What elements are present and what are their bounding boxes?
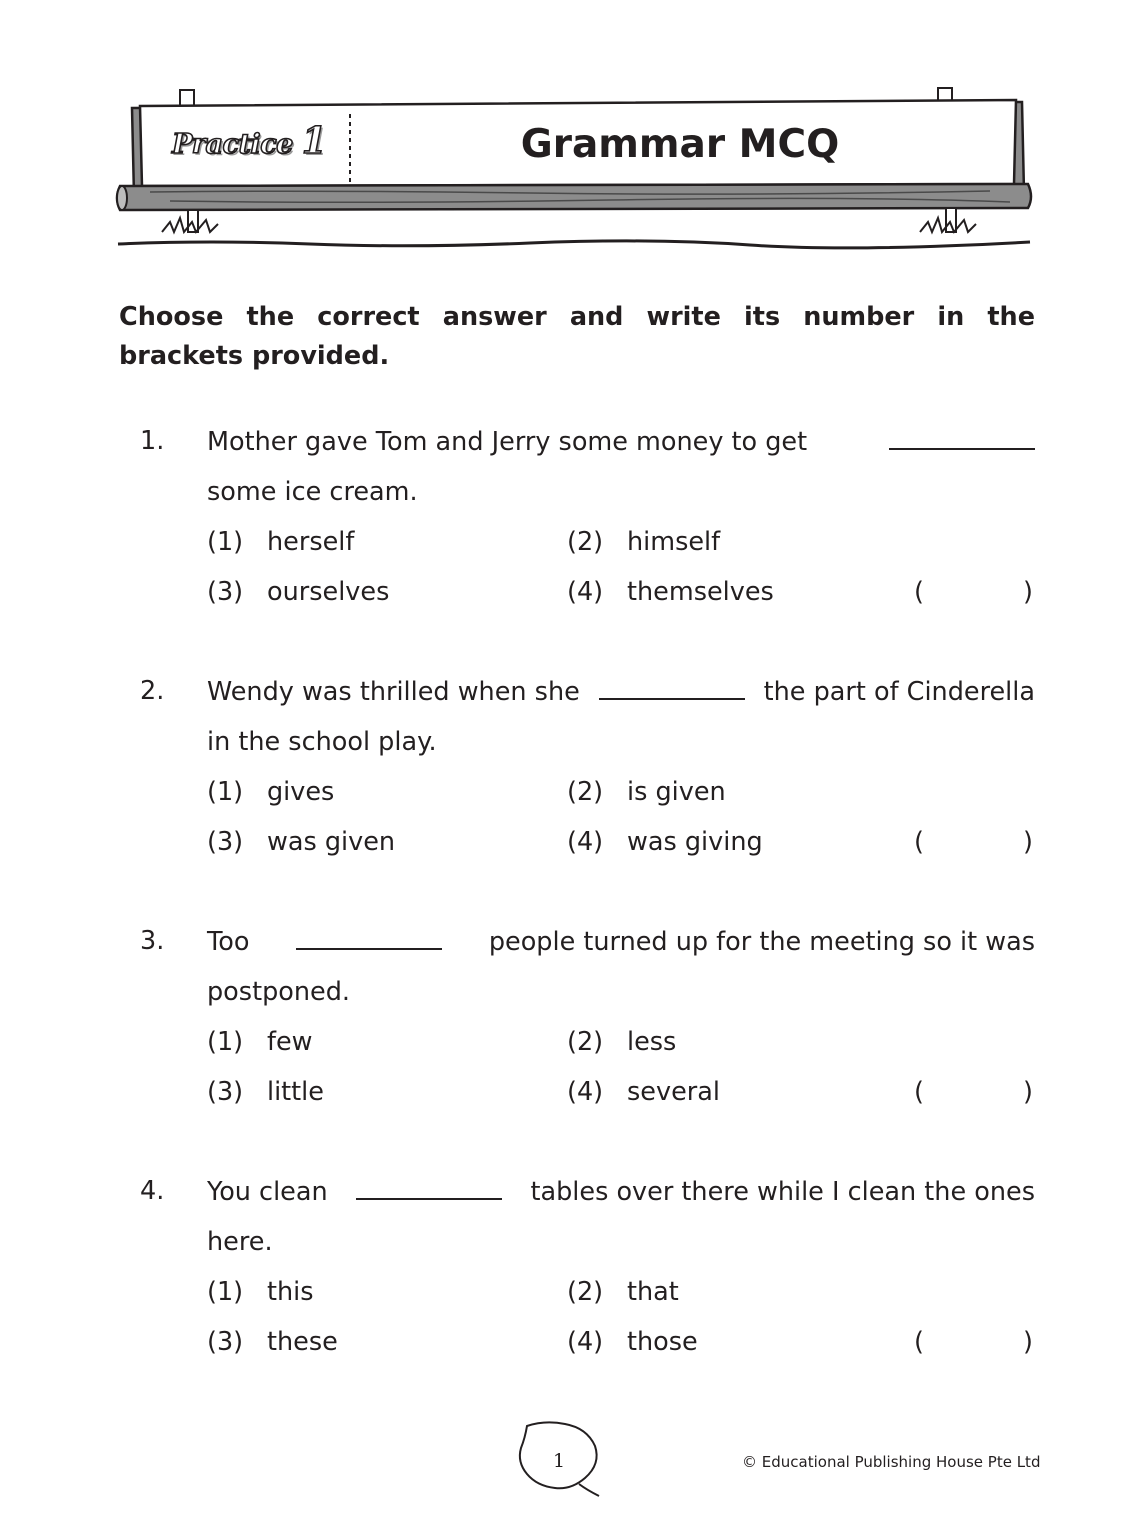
question-text: Wendy was thrilled when she — [207, 677, 580, 707]
answer-bracket-open[interactable]: ( — [914, 827, 924, 857]
copyright-text: © Educational Publishing House Pte Ltd — [742, 1453, 1041, 1471]
question-number: 2. — [140, 676, 165, 706]
answer-blank — [356, 1176, 502, 1200]
option-number: (1) — [207, 777, 244, 807]
question-number: 3. — [140, 926, 165, 956]
option-text: gives — [267, 777, 335, 807]
question-text: people turned up for the meeting so it was — [488, 927, 1035, 957]
option-1 — [207, 777, 334, 807]
answer-bracket-close[interactable]: ) — [1023, 577, 1033, 607]
question-text: some ice cream. — [207, 477, 418, 507]
question-text: in the school play. — [207, 727, 437, 757]
answer-bracket-close[interactable]: ) — [1023, 1077, 1033, 1107]
option-text: is given — [627, 777, 726, 807]
practice-label-text: Practice — [172, 129, 293, 160]
option-1 — [207, 1277, 314, 1307]
option-4 — [567, 577, 774, 607]
option-number: (4) — [567, 577, 604, 607]
option-number: (3) — [207, 827, 244, 857]
option-number: (2) — [567, 1027, 604, 1057]
option-number: (4) — [567, 827, 604, 857]
question-number: 4. — [140, 1176, 165, 1206]
question-text-line-2 — [207, 1227, 1035, 1257]
option-1 — [207, 527, 354, 557]
page-title: Grammar MCQ — [520, 122, 840, 167]
option-number: (1) — [207, 1027, 244, 1057]
option-text: several — [627, 1077, 720, 1107]
option-text: less — [627, 1027, 677, 1057]
option-text: these — [267, 1327, 338, 1357]
option-number: (1) — [207, 527, 244, 557]
option-number: (3) — [207, 577, 244, 607]
option-text: himself — [627, 527, 721, 557]
question-text: tables over there while I clean the ones — [530, 1177, 1035, 1207]
question-text-line-2 — [207, 727, 1035, 757]
option-1 — [207, 1027, 313, 1057]
option-2 — [567, 1277, 679, 1307]
option-number: (2) — [567, 527, 604, 557]
question-number: 1. — [140, 426, 165, 456]
question-text-line-1 — [207, 1176, 1035, 1207]
option-4 — [567, 1327, 698, 1357]
header-banner — [110, 80, 1040, 260]
option-2 — [567, 527, 720, 557]
option-3 — [207, 577, 389, 607]
option-number: (1) — [207, 1277, 244, 1307]
question-text: postponed. — [207, 977, 351, 1007]
option-3 — [207, 827, 395, 857]
instruction-text: Choose the correct answer and write its number in the brackets provided. — [119, 302, 1035, 371]
question-text-line-2 — [207, 977, 1035, 1007]
answer-bracket-open[interactable]: ( — [914, 1327, 924, 1357]
question-text-line-1 — [207, 926, 1035, 957]
option-3 — [207, 1327, 338, 1357]
option-number: (3) — [207, 1327, 244, 1357]
option-text: was given — [267, 827, 396, 857]
practice-number: 1 — [301, 120, 327, 162]
option-text: few — [267, 1027, 313, 1057]
answer-blank — [599, 676, 745, 700]
practice-label — [172, 120, 326, 162]
option-4 — [567, 827, 763, 857]
option-text: little — [267, 1077, 324, 1107]
signboard-illustration — [110, 80, 1040, 260]
question-text: here. — [207, 1227, 273, 1257]
answer-bracket-open[interactable]: ( — [914, 1077, 924, 1107]
option-text: those — [627, 1327, 698, 1357]
option-text: that — [627, 1277, 679, 1307]
answer-blank — [889, 426, 1035, 450]
question-text-line-1 — [207, 426, 1035, 457]
question-text: You clean — [207, 1177, 328, 1207]
question-text: Mother gave Tom and Jerry some money to get — [207, 427, 808, 457]
option-number: (2) — [567, 1277, 604, 1307]
question-text: Too — [207, 927, 250, 957]
option-3 — [207, 1077, 324, 1107]
option-number: (3) — [207, 1077, 244, 1107]
option-4 — [567, 1077, 720, 1107]
option-number: (4) — [567, 1327, 604, 1357]
question-text-line-2 — [207, 477, 1035, 507]
option-text: this — [267, 1277, 314, 1307]
question-text: the part of Cinderella — [763, 677, 1035, 707]
option-text: themselves — [627, 577, 774, 607]
option-number: (4) — [567, 1077, 604, 1107]
answer-bracket-open[interactable]: ( — [914, 577, 924, 607]
question-text-line-1 — [207, 676, 1035, 707]
answer-bracket-close[interactable]: ) — [1023, 827, 1033, 857]
option-text: ourselves — [267, 577, 390, 607]
answer-bracket-close[interactable]: ) — [1023, 1327, 1033, 1357]
option-2 — [567, 777, 726, 807]
option-number: (2) — [567, 777, 604, 807]
option-2 — [567, 1027, 676, 1057]
option-text: herself — [267, 527, 355, 557]
option-text: was giving — [627, 827, 763, 857]
answer-blank — [296, 926, 442, 950]
page-number: 1 — [552, 1450, 566, 1472]
